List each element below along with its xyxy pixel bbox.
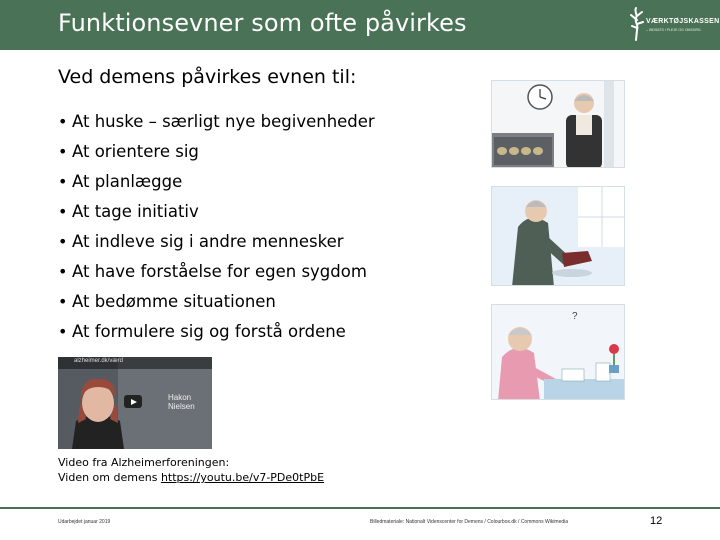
bullet-dot: • xyxy=(58,291,68,311)
caption-prefix: Viden om demens xyxy=(58,471,161,484)
list-item xyxy=(58,256,375,286)
caption-line-1: Video fra Alzheimerforeningen: xyxy=(58,456,230,469)
play-icon[interactable] xyxy=(124,395,142,408)
list-item xyxy=(58,136,375,166)
bullet-text: At indleve sig i andre mennesker xyxy=(72,231,344,251)
bullet-text: At bedømme situationen xyxy=(72,291,276,311)
footer-date: Udarbejdet januar 2019 xyxy=(58,519,111,525)
video-title-bar xyxy=(58,357,212,369)
list-item xyxy=(58,196,375,226)
illustration-clock-man xyxy=(491,80,625,168)
bullet-dot: • xyxy=(58,171,68,191)
list-item xyxy=(58,286,375,316)
clock-man-drawing xyxy=(492,81,625,168)
header-bar xyxy=(0,0,720,50)
bullet-list xyxy=(58,106,375,346)
list-item xyxy=(58,106,375,136)
illustration-shoe-man xyxy=(491,186,625,286)
video-caption xyxy=(58,455,324,485)
list-item xyxy=(58,166,375,196)
logo-figure-icon xyxy=(628,6,646,42)
bullet-dot: • xyxy=(58,111,68,131)
list-item xyxy=(58,226,375,256)
footer-divider xyxy=(0,507,720,509)
video-channel-text: alzheimer.dk/værd xyxy=(74,358,124,364)
confused-woman-drawing xyxy=(492,305,625,400)
bullet-text: At formulere sig og forstå ordene xyxy=(72,321,346,341)
bullet-text: At orientere sig xyxy=(72,141,199,161)
bullet-dot: • xyxy=(58,141,68,161)
video-thumbnail[interactable] xyxy=(58,357,212,449)
bullet-dot: • xyxy=(58,261,68,281)
question-mark: ? xyxy=(572,311,578,322)
bullet-dot: • xyxy=(58,231,68,251)
illustration-confused-woman xyxy=(491,304,625,400)
vaerktoejskassen-logo xyxy=(626,6,720,44)
footer-image-credit: Billedmateriale: Nationalt Videnscenter for Demens / Colourbox.dk / Commons Wikimedia xyxy=(370,519,569,525)
bullet-text: At planlægge xyxy=(72,171,183,191)
bullet-text: At tage initiativ xyxy=(72,201,199,221)
bullet-dot: • xyxy=(58,201,68,221)
bullet-text: At huske – særligt nye begivenheder xyxy=(72,111,375,131)
bullet-dot: • xyxy=(58,321,68,341)
shoe-man-drawing xyxy=(492,187,625,286)
section-subtitle: Ved demens påvirkes evnen til: xyxy=(58,66,357,88)
logo-wordmark: VÆRKTØJSKASSEN xyxy=(646,18,720,25)
video-link[interactable]: https://youtu.be/v7-PDe0tPbE xyxy=(160,471,325,484)
page-number: 12 xyxy=(650,515,663,527)
bullet-text: At have forståelse for egen sygdom xyxy=(72,261,367,281)
video-person-name: Hakon Nielsen xyxy=(168,393,195,411)
caption-line-2 xyxy=(58,470,324,485)
list-item xyxy=(58,316,375,346)
logo-tagline: – INDSATS I PLEJE OG OMSORG xyxy=(646,28,701,32)
slide-title: Funktionsevner som ofte påvirkes xyxy=(58,9,467,37)
